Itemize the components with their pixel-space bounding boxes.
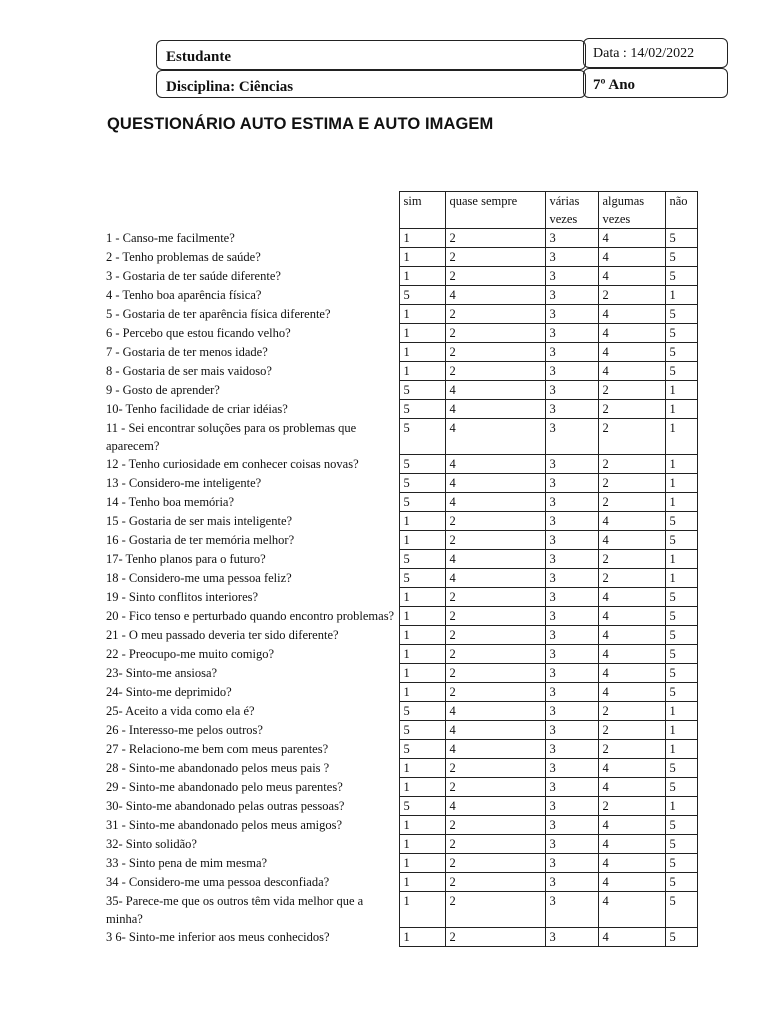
score-cell: 3 — [545, 892, 598, 928]
score-cell: 3 — [545, 343, 598, 362]
column-header-algumas-vezes: algumas vezes — [598, 192, 665, 229]
question-text: 28 - Sinto-me abandonado pelos meus pais ? — [106, 760, 330, 775]
score-cell: 5 — [399, 381, 445, 400]
question-text: 31 - Sinto-me abandonado pelos meus amigos? — [106, 817, 343, 832]
score-cell: 5 — [665, 854, 697, 873]
table-row — [106, 759, 697, 778]
question-text: 1 - Canso-me facilmente? — [106, 230, 235, 245]
question-text: 10- Tenho facilidade de criar idéias? — [106, 401, 288, 416]
score-cell: 3 — [545, 607, 598, 626]
score-cell: 3 — [545, 588, 598, 607]
score-cell: 2 — [445, 683, 545, 702]
score-cell: 2 — [445, 873, 545, 892]
score-cell: 1 — [399, 928, 445, 947]
score-cell: 1 — [399, 664, 445, 683]
score-cell: 1 — [399, 512, 445, 531]
question-text: 15 - Gostaria de ser mais inteligente? — [106, 513, 293, 528]
table-row — [106, 928, 697, 947]
score-cell: 5 — [399, 721, 445, 740]
score-cell: 3 — [545, 683, 598, 702]
score-cell: 2 — [445, 626, 545, 645]
score-cell: 2 — [598, 550, 665, 569]
score-cell: 4 — [598, 664, 665, 683]
score-cell: 3 — [545, 267, 598, 286]
score-cell: 5 — [665, 588, 697, 607]
table-row — [106, 419, 697, 455]
score-cell: 2 — [445, 664, 545, 683]
score-cell: 4 — [598, 892, 665, 928]
score-cell: 3 — [545, 229, 598, 248]
table-row — [106, 873, 697, 892]
table-row — [106, 835, 697, 854]
table-row — [106, 400, 697, 419]
score-cell: 5 — [665, 683, 697, 702]
score-cell: 1 — [665, 286, 697, 305]
student-label: Estudante — [166, 49, 232, 65]
score-cell: 5 — [399, 569, 445, 588]
score-cell: 1 — [399, 759, 445, 778]
score-cell: 3 — [545, 381, 598, 400]
table-row — [106, 702, 697, 721]
score-cell: 2 — [445, 607, 545, 626]
score-cell: 3 — [545, 721, 598, 740]
score-cell: 1 — [399, 645, 445, 664]
table-row — [106, 816, 697, 835]
score-cell: 2 — [445, 759, 545, 778]
score-cell: 2 — [598, 400, 665, 419]
score-cell: 4 — [445, 797, 545, 816]
table-row — [106, 607, 697, 626]
question-text: 24- Sinto-me deprimido? — [106, 684, 232, 699]
score-cell: 4 — [598, 928, 665, 947]
score-cell: 3 — [545, 419, 598, 455]
question-text: 33 - Sinto pena de mim mesma? — [106, 855, 268, 870]
table-row — [106, 740, 697, 759]
score-cell: 1 — [399, 343, 445, 362]
score-cell: 3 — [545, 645, 598, 664]
question-text: 25- Aceito a vida como ela é? — [106, 703, 255, 718]
score-cell: 3 — [545, 474, 598, 493]
score-cell: 5 — [665, 362, 697, 381]
score-cell: 2 — [445, 778, 545, 797]
question-text: 2 - Tenho problemas de saúde? — [106, 249, 261, 264]
table-row — [106, 267, 697, 286]
score-cell: 4 — [598, 267, 665, 286]
score-cell: 3 — [545, 928, 598, 947]
score-cell: 3 — [545, 873, 598, 892]
score-cell: 3 — [545, 854, 598, 873]
score-cell: 3 — [545, 531, 598, 550]
score-cell: 4 — [598, 588, 665, 607]
score-cell: 4 — [598, 512, 665, 531]
score-cell: 1 — [399, 248, 445, 267]
score-cell: 1 — [399, 229, 445, 248]
score-cell: 5 — [399, 550, 445, 569]
score-cell: 2 — [598, 721, 665, 740]
score-cell: 5 — [399, 493, 445, 512]
score-cell: 2 — [445, 892, 545, 928]
score-cell: 5 — [665, 873, 697, 892]
question-header-cell — [106, 192, 399, 229]
score-cell: 3 — [545, 512, 598, 531]
score-cell: 2 — [445, 324, 545, 343]
score-cell: 1 — [665, 419, 697, 455]
score-cell: 4 — [445, 740, 545, 759]
score-cell: 1 — [399, 873, 445, 892]
table-row — [106, 588, 697, 607]
question-text: 35- Parece-me que os outros têm vida melhor que a minha? — [106, 893, 364, 926]
score-cell: 1 — [399, 683, 445, 702]
question-text: 4 - Tenho boa aparência física? — [106, 287, 262, 302]
question-text: 3 - Gostaria de ter saúde diferente? — [106, 268, 281, 283]
question-text: 8 - Gostaria de ser mais vaidoso? — [106, 363, 272, 378]
column-header-quase-sempre: quase sempre — [445, 192, 545, 229]
score-cell: 4 — [445, 419, 545, 455]
question-text: 19 - Sinto conflitos interiores? — [106, 589, 259, 604]
table-header-row — [106, 192, 697, 229]
score-cell: 5 — [399, 474, 445, 493]
question-text: 12 - Tenho curiosidade em conhecer coisas novas? — [106, 456, 359, 471]
question-text: 13 - Considero-me inteligente? — [106, 475, 262, 490]
table-row — [106, 683, 697, 702]
score-cell: 4 — [598, 343, 665, 362]
score-cell: 1 — [665, 455, 697, 474]
score-cell: 5 — [665, 512, 697, 531]
score-cell: 5 — [665, 928, 697, 947]
score-cell: 3 — [545, 455, 598, 474]
score-cell: 4 — [598, 626, 665, 645]
score-cell: 5 — [665, 229, 697, 248]
score-cell: 1 — [399, 362, 445, 381]
score-cell: 2 — [445, 588, 545, 607]
question-text: 29 - Sinto-me abandonado pelo meus parentes? — [106, 779, 343, 794]
discipline-label: Disciplina: Ciências — [166, 79, 294, 95]
score-cell: 1 — [399, 835, 445, 854]
score-cell: 2 — [598, 797, 665, 816]
score-cell: 2 — [445, 343, 545, 362]
table-row — [106, 531, 697, 550]
question-text: 11 - Sei encontrar soluções para os problemas que aparecem? — [106, 420, 357, 453]
table-row — [106, 362, 697, 381]
score-cell: 1 — [665, 381, 697, 400]
question-text: 14 - Tenho boa memória? — [106, 494, 235, 509]
score-cell: 2 — [598, 419, 665, 455]
table-row — [106, 778, 697, 797]
table-row — [106, 455, 697, 474]
date-field — [583, 38, 728, 68]
score-cell: 1 — [665, 400, 697, 419]
discipline-field — [156, 70, 586, 98]
score-cell: 1 — [399, 267, 445, 286]
column-header-varias-vezes: várias vezes — [545, 192, 598, 229]
table-row — [106, 229, 697, 248]
score-cell: 4 — [598, 683, 665, 702]
score-cell: 4 — [598, 645, 665, 664]
score-cell: 3 — [545, 664, 598, 683]
score-cell: 3 — [545, 626, 598, 645]
score-cell: 5 — [665, 626, 697, 645]
score-cell: 4 — [598, 362, 665, 381]
question-text: 21 - O meu passado deveria ter sido diferente? — [106, 627, 339, 642]
table-row — [106, 569, 697, 588]
score-cell: 4 — [598, 229, 665, 248]
score-cell: 4 — [598, 248, 665, 267]
score-cell: 1 — [665, 721, 697, 740]
table-row — [106, 797, 697, 816]
score-cell: 1 — [399, 892, 445, 928]
table-row — [106, 512, 697, 531]
score-cell: 1 — [399, 854, 445, 873]
score-cell: 5 — [399, 740, 445, 759]
score-cell: 2 — [598, 381, 665, 400]
score-cell: 2 — [598, 740, 665, 759]
score-cell: 4 — [598, 816, 665, 835]
score-cell: 4 — [445, 474, 545, 493]
score-cell: 4 — [445, 702, 545, 721]
score-cell: 1 — [399, 324, 445, 343]
question-text: 9 - Gosto de aprender? — [106, 382, 220, 397]
score-cell: 3 — [545, 550, 598, 569]
score-cell: 1 — [399, 816, 445, 835]
score-cell: 3 — [545, 816, 598, 835]
score-cell: 4 — [445, 381, 545, 400]
score-cell: 2 — [598, 569, 665, 588]
score-cell: 3 — [545, 778, 598, 797]
score-cell: 4 — [598, 873, 665, 892]
score-cell: 3 — [545, 740, 598, 759]
score-cell: 3 — [545, 702, 598, 721]
score-cell: 2 — [598, 455, 665, 474]
table-row — [106, 550, 697, 569]
score-cell: 1 — [399, 778, 445, 797]
question-text: 27 - Relaciono-me bem com meus parentes? — [106, 741, 329, 756]
score-cell: 2 — [445, 835, 545, 854]
date-label: Data : 14/02/2022 — [593, 46, 695, 61]
score-cell: 2 — [445, 267, 545, 286]
score-cell: 5 — [665, 607, 697, 626]
score-cell: 4 — [598, 759, 665, 778]
score-cell: 3 — [545, 835, 598, 854]
score-cell: 2 — [598, 493, 665, 512]
score-cell: 5 — [665, 759, 697, 778]
question-text: 7 - Gostaria de ter menos idade? — [106, 344, 268, 359]
table-row — [106, 248, 697, 267]
score-cell: 2 — [445, 854, 545, 873]
column-header-nao: não — [665, 192, 697, 229]
score-cell: 4 — [445, 400, 545, 419]
question-text: 22 - Preocupo-me muito comigo? — [106, 646, 275, 661]
question-text: 3 6- Sinto-me inferior aos meus conhecidos? — [106, 929, 330, 944]
table-row — [106, 721, 697, 740]
score-cell: 5 — [665, 324, 697, 343]
score-cell: 4 — [445, 569, 545, 588]
question-text: 32- Sinto solidão? — [106, 836, 197, 851]
document-title: QUESTIONÁRIO AUTO ESTIMA E AUTO IMAGEM — [107, 115, 494, 133]
score-cell: 4 — [445, 721, 545, 740]
score-cell: 2 — [445, 362, 545, 381]
score-cell: 2 — [445, 305, 545, 324]
question-text: 26 - Interesso-me pelos outros? — [106, 722, 263, 737]
grade-field — [583, 68, 728, 98]
score-cell: 4 — [598, 854, 665, 873]
score-cell: 1 — [399, 588, 445, 607]
score-cell: 4 — [598, 305, 665, 324]
score-cell: 5 — [665, 835, 697, 854]
score-cell: 2 — [445, 531, 545, 550]
table-row — [106, 305, 697, 324]
score-cell: 5 — [399, 702, 445, 721]
score-cell: 3 — [545, 305, 598, 324]
table-row — [106, 343, 697, 362]
table-row — [106, 892, 697, 928]
question-text: 23- Sinto-me ansiosa? — [106, 665, 218, 680]
question-text: 18 - Considero-me uma pessoa feliz? — [106, 570, 292, 585]
table-row — [106, 493, 697, 512]
student-field — [156, 40, 586, 70]
score-cell: 3 — [545, 248, 598, 267]
score-cell: 5 — [399, 400, 445, 419]
score-cell: 5 — [399, 797, 445, 816]
table-row — [106, 626, 697, 645]
question-text: 34 - Considero-me uma pessoa desconfiada? — [106, 874, 330, 889]
score-cell: 4 — [445, 550, 545, 569]
score-cell: 5 — [399, 455, 445, 474]
score-cell: 4 — [598, 324, 665, 343]
score-cell: 5 — [665, 664, 697, 683]
question-text: 6 - Percebo que estou ficando velho? — [106, 325, 291, 340]
score-cell: 5 — [665, 305, 697, 324]
score-cell: 4 — [598, 835, 665, 854]
question-text: 20 - Fico tenso e perturbado quando encontro problemas? — [106, 608, 395, 623]
score-cell: 1 — [665, 550, 697, 569]
score-cell: 2 — [598, 474, 665, 493]
table-row — [106, 854, 697, 873]
score-cell: 1 — [399, 305, 445, 324]
score-cell: 1 — [399, 626, 445, 645]
score-cell: 2 — [598, 702, 665, 721]
questionnaire-body — [106, 229, 697, 947]
score-cell: 5 — [665, 343, 697, 362]
score-cell: 3 — [545, 569, 598, 588]
table-row — [106, 664, 697, 683]
table-row — [106, 381, 697, 400]
score-cell: 1 — [665, 569, 697, 588]
score-cell: 2 — [445, 645, 545, 664]
score-cell: 3 — [545, 797, 598, 816]
column-header-sim: sim — [399, 192, 445, 229]
score-cell: 1 — [665, 474, 697, 493]
question-text: 16 - Gostaria de ter memória melhor? — [106, 532, 295, 547]
score-cell: 2 — [445, 512, 545, 531]
table-row — [106, 324, 697, 343]
score-cell: 3 — [545, 493, 598, 512]
score-cell: 1 — [665, 702, 697, 721]
grade-label: 7º Ano — [593, 77, 636, 93]
score-cell: 3 — [545, 759, 598, 778]
table-row — [106, 645, 697, 664]
score-cell: 5 — [665, 816, 697, 835]
table-row — [106, 286, 697, 305]
questionnaire-table — [106, 191, 698, 947]
score-cell: 5 — [399, 286, 445, 305]
score-cell: 4 — [598, 778, 665, 797]
score-cell: 2 — [445, 816, 545, 835]
score-cell: 5 — [399, 419, 445, 455]
score-cell: 3 — [545, 286, 598, 305]
score-cell: 3 — [545, 362, 598, 381]
score-cell: 4 — [598, 531, 665, 550]
score-cell: 3 — [545, 400, 598, 419]
question-text: 30- Sinto-me abandonado pelas outras pessoas? — [106, 798, 345, 813]
score-cell: 1 — [665, 797, 697, 816]
score-cell: 1 — [665, 493, 697, 512]
score-cell: 1 — [399, 531, 445, 550]
score-cell: 5 — [665, 267, 697, 286]
score-cell: 4 — [445, 286, 545, 305]
score-cell: 3 — [545, 324, 598, 343]
score-cell: 4 — [598, 607, 665, 626]
question-text: 17- Tenho planos para o futuro? — [106, 551, 266, 566]
score-cell: 5 — [665, 248, 697, 267]
table-row — [106, 474, 697, 493]
score-cell: 1 — [399, 607, 445, 626]
score-cell: 5 — [665, 778, 697, 797]
score-cell: 2 — [598, 286, 665, 305]
question-text: 5 - Gostaria de ter aparência física diferente? — [106, 306, 331, 321]
score-cell: 5 — [665, 645, 697, 664]
score-cell: 2 — [445, 248, 545, 267]
score-cell: 2 — [445, 928, 545, 947]
score-cell: 4 — [445, 493, 545, 512]
score-cell: 4 — [445, 455, 545, 474]
score-cell: 5 — [665, 892, 697, 928]
score-cell: 1 — [665, 740, 697, 759]
score-cell: 2 — [445, 229, 545, 248]
score-cell: 5 — [665, 531, 697, 550]
